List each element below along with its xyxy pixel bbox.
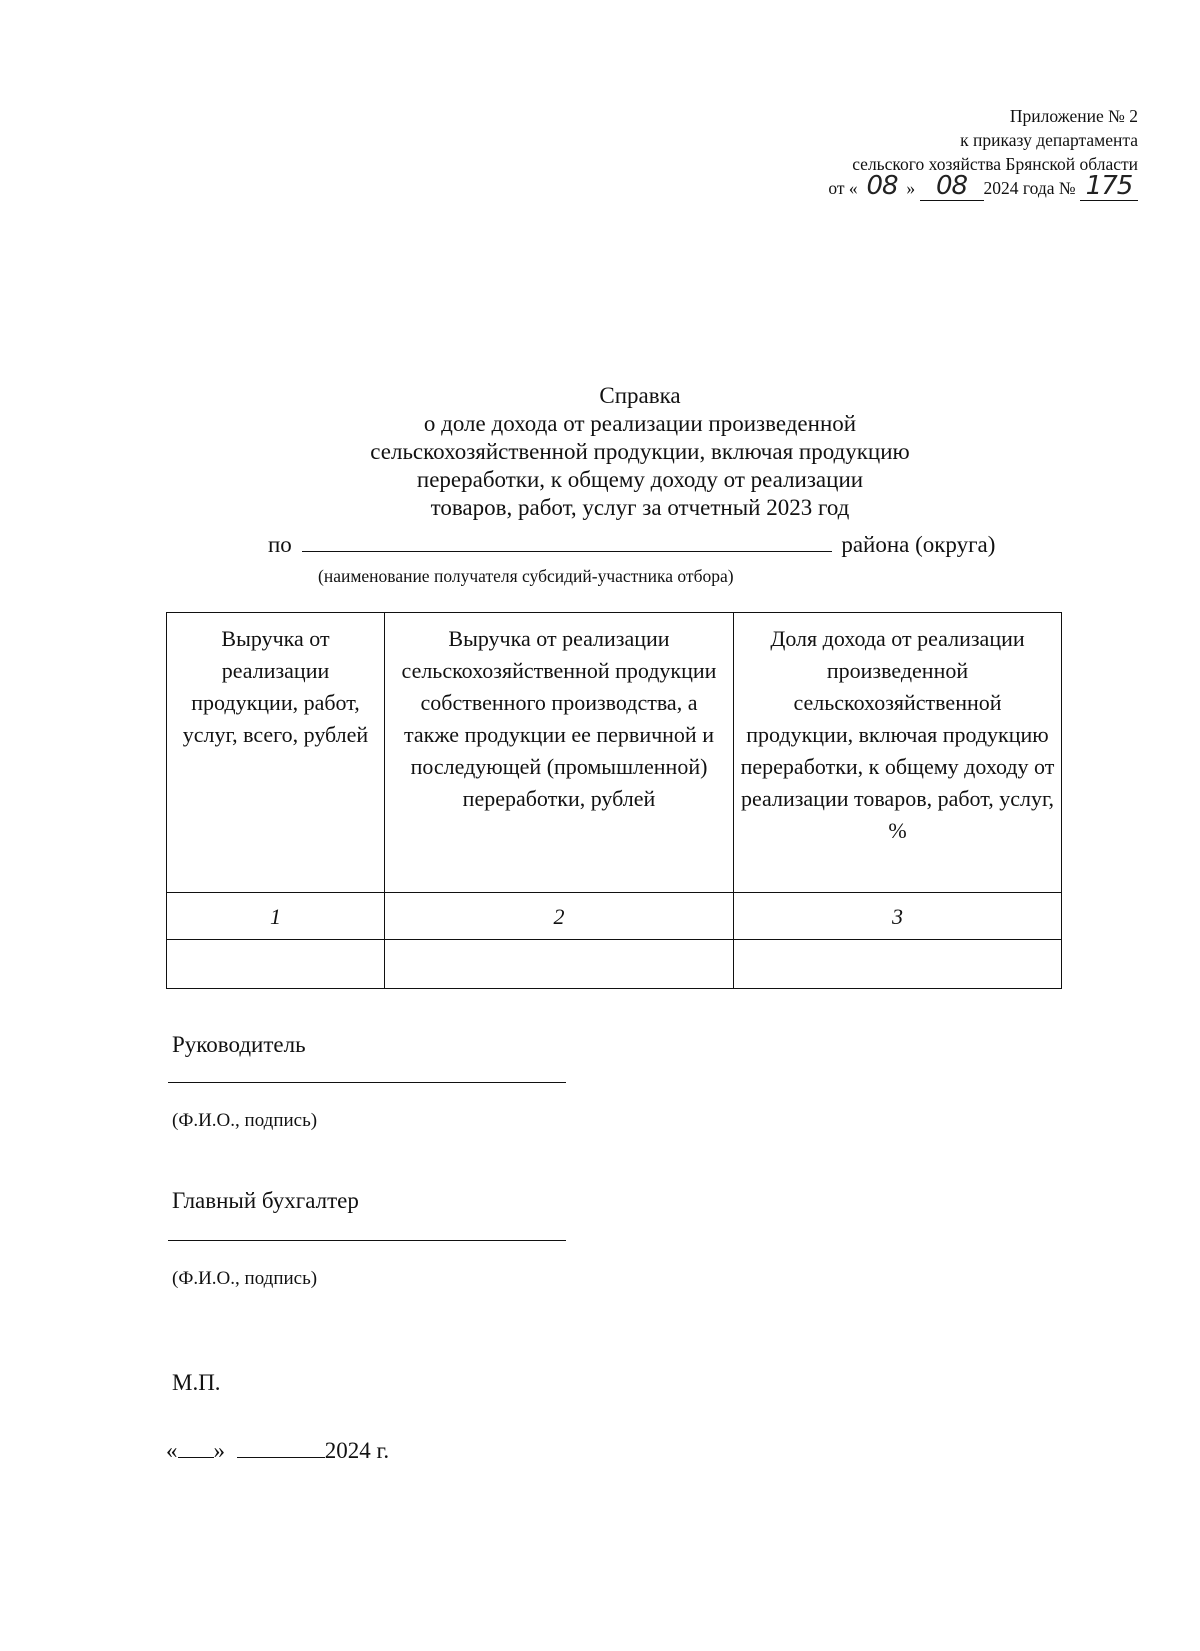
year-text: 2024 года №: [983, 178, 1076, 198]
column-number-1: 1: [167, 893, 385, 940]
handwritten-month: 08: [935, 171, 968, 201]
date-open-quote: «: [166, 1438, 178, 1463]
header-total-revenue: Выручка от реализации продукции, работ, услуг, всего, рублей: [167, 613, 385, 893]
recipient-suffix: района (округа): [841, 532, 996, 557]
date-year: 2024 г.: [324, 1438, 390, 1463]
title-line-5: товаров, работ, услуг за отчетный 2023 год: [430, 495, 850, 520]
accountant-signature-line[interactable]: [168, 1240, 566, 1241]
head-caption: (Ф.И.О., подпись): [172, 1110, 318, 1131]
recipient-line: [268, 532, 1028, 558]
table-number-row: [167, 893, 1062, 940]
title-line-1: Справка: [599, 383, 681, 408]
date-mid: »: [906, 178, 916, 198]
date-month-blank[interactable]: [237, 1439, 325, 1458]
signature-date-line: [166, 1438, 389, 1464]
header-income-share: Доля дохода от реализации произведенной сельскохозяйственной продукции, включая продукцию переработки, к общему доходу от реализации товаров, работ, услуг, %: [734, 613, 1062, 893]
title-line-4: переработки, к общему доходу от реализации: [416, 467, 864, 492]
title-line-2: о доле дохода от реализации произведенной: [423, 411, 857, 436]
head-label: Руководитель: [172, 1032, 306, 1057]
column-number-3: 3: [734, 893, 1062, 940]
appendix-department: сельского хозяйства Брянской области: [852, 154, 1138, 174]
table-header-row: [167, 613, 1062, 893]
stamp-place: М.П.: [172, 1370, 221, 1395]
appendix-date-line: [828, 171, 1138, 201]
head-signature-line[interactable]: [168, 1082, 566, 1083]
date-close-quote: »: [213, 1438, 225, 1463]
table-row: [167, 940, 1062, 989]
cell-income-share[interactable]: [734, 940, 1062, 989]
recipient-prefix: по: [268, 532, 292, 557]
appendix-order-ref: к приказу департамента: [960, 130, 1138, 150]
handwritten-number: 175: [1085, 171, 1133, 201]
column-number-2: 2: [385, 893, 734, 940]
appendix-header: [828, 104, 1138, 201]
recipient-blank-field[interactable]: [302, 533, 832, 552]
document-title: [300, 382, 980, 522]
cell-agri-revenue[interactable]: [385, 940, 734, 989]
handwritten-day: 08: [866, 171, 898, 201]
date-prefix: от «: [828, 178, 858, 198]
date-day-blank[interactable]: [178, 1439, 214, 1458]
cell-total-revenue[interactable]: [167, 940, 385, 989]
accountant-label: Главный бухгалтер: [172, 1188, 359, 1213]
appendix-number: Приложение № 2: [1009, 106, 1138, 126]
recipient-caption: (наименование получателя субсидий-участника отбора): [318, 566, 734, 586]
header-agri-revenue: Выручка от реализации сельскохозяйственной продукции собственного производства, а также продукции ее первичной и последующей (промышленной) переработки, рублей: [385, 613, 734, 893]
accountant-caption: (Ф.И.О., подпись): [172, 1268, 318, 1289]
title-line-3: сельскохозяйственной продукции, включая продукцию: [370, 439, 910, 464]
report-table: [166, 612, 1062, 989]
